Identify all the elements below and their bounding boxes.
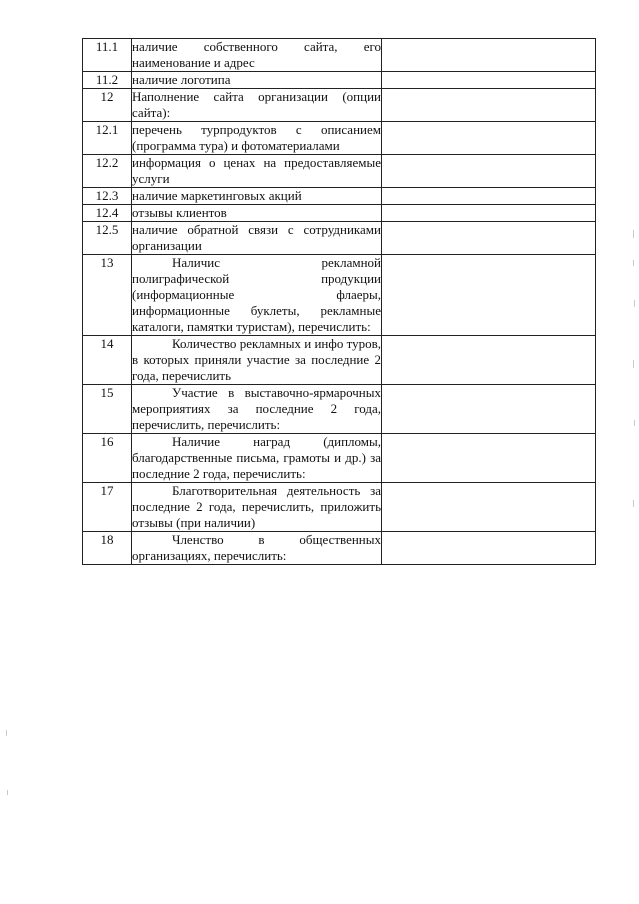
answer-cell[interactable]: [382, 483, 596, 532]
row-number: 16: [83, 434, 132, 483]
scan-mark: [634, 420, 635, 426]
answer-cell[interactable]: [382, 122, 596, 155]
table-row: [83, 336, 596, 385]
row-description-text: Благотворительная деятельность за последние 2 года, перечислить, приложить отзывы (при наличии): [132, 483, 381, 530]
row-description: [132, 89, 382, 122]
row-number: 18: [83, 532, 132, 565]
row-description-text: Членство в общественных организациях, перечислить:: [132, 532, 381, 563]
row-description: [132, 122, 382, 155]
scan-mark: [7, 790, 8, 795]
row-number: 13: [83, 255, 132, 336]
table-row: [83, 72, 596, 89]
questionnaire-table: [82, 38, 596, 565]
row-description-text: наличие логотипа: [132, 72, 231, 87]
row-number: 14: [83, 336, 132, 385]
table-row: [83, 89, 596, 122]
row-description-text: Наличие наград (дипломы, благодарственные письма, грамоты и др.) за последние 2 года, перечислить:: [132, 434, 381, 481]
row-number: 12.2: [83, 155, 132, 188]
row-description: [132, 155, 382, 188]
table-row: [83, 385, 596, 434]
row-description-text: отзывы клиентов: [132, 205, 227, 220]
table-row: [83, 434, 596, 483]
row-number: 12.4: [83, 205, 132, 222]
answer-cell[interactable]: [382, 336, 596, 385]
row-number: 12: [83, 89, 132, 122]
row-description: [132, 205, 382, 222]
answer-cell[interactable]: [382, 532, 596, 565]
row-description-text: наличие собственного сайта, его наименование и адрес: [132, 39, 381, 70]
table-row: [83, 39, 596, 72]
row-number: 11.2: [83, 72, 132, 89]
row-description: [132, 222, 382, 255]
row-description-text: наличие маркетинговых акций: [132, 188, 302, 203]
scan-mark: [633, 500, 634, 507]
row-description-text: Наполнение сайта организации (опции сайта):: [132, 89, 381, 120]
row-number: 12.3: [83, 188, 132, 205]
scan-mark: [634, 300, 635, 307]
table-row: [83, 222, 596, 255]
row-description: [132, 188, 382, 205]
answer-cell[interactable]: [382, 89, 596, 122]
answer-cell[interactable]: [382, 188, 596, 205]
row-description-text: Количество рекламных и инфо туров, в которых приняли участие за последние 2 года, перечислить: [132, 336, 381, 383]
table-row: [83, 532, 596, 565]
row-number: 12.1: [83, 122, 132, 155]
row-description: [132, 255, 382, 336]
row-description-text: перечень турпродуктов с описанием (программа тура) и фотоматериалами: [132, 122, 381, 153]
row-description: [132, 532, 382, 565]
row-description-text: Участие в выставочно-ярмарочных мероприятиях за последние 2 года, перечислить, перечислить:: [132, 385, 381, 432]
scan-mark: [633, 260, 634, 266]
row-description-text: информация о ценах на предоставляемые услуги: [132, 155, 381, 186]
answer-cell[interactable]: [382, 72, 596, 89]
table-row: [83, 188, 596, 205]
row-number: 17: [83, 483, 132, 532]
table-row: [83, 122, 596, 155]
row-number: 12.5: [83, 222, 132, 255]
table-row: [83, 155, 596, 188]
table-row: [83, 255, 596, 336]
answer-cell[interactable]: [382, 385, 596, 434]
answer-cell[interactable]: [382, 39, 596, 72]
table-body: [83, 39, 596, 565]
answer-cell[interactable]: [382, 222, 596, 255]
row-description: [132, 483, 382, 532]
answer-cell[interactable]: [382, 205, 596, 222]
row-description: [132, 336, 382, 385]
answer-cell[interactable]: [382, 255, 596, 336]
row-description: [132, 72, 382, 89]
row-description: [132, 434, 382, 483]
row-description: [132, 385, 382, 434]
row-description-text: наличие обратной связи с сотрудниками организации: [132, 222, 381, 253]
row-number: 11.1: [83, 39, 132, 72]
answer-cell[interactable]: [382, 155, 596, 188]
table-row: [83, 205, 596, 222]
table-row: [83, 483, 596, 532]
scan-mark: [633, 230, 634, 238]
row-description: [132, 39, 382, 72]
row-description-text: Наличис рекламной полиграфической продукции (информационные флаеры, информационные буклеты, рекламные каталоги, памятки туристам), перечислить:: [132, 255, 381, 334]
row-number: 15: [83, 385, 132, 434]
scan-mark: [6, 730, 7, 736]
answer-cell[interactable]: [382, 434, 596, 483]
scan-mark: [633, 360, 634, 368]
